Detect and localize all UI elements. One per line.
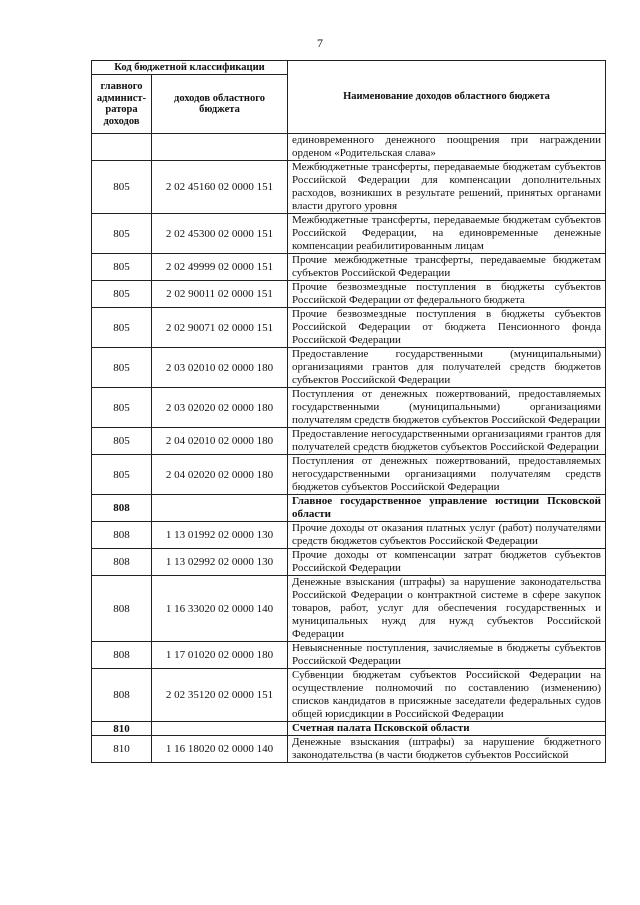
admin-code-cell: 805 [92,428,152,455]
header-revenue-code-cell: доходов областного бюджета [152,75,288,134]
description-cell: Прочие доходы от компенсации затрат бюджетов субъектов Российской Федерации [288,549,606,576]
admin-code-cell: 808 [92,549,152,576]
description-cell: Прочие безвозмездные поступления в бюджеты субъектов Российской Федерации от федерального бюджета [288,281,606,308]
description-cell: Предоставление государственными (муниципальными) организациями грантов для получателей средств бюджетов субъектов Российской Федерации [288,348,606,388]
description-cell: Главное государственное управление юстиции Псковской области [288,495,606,522]
header-name-cell: Наименование доходов областного бюджета [288,61,606,134]
table-row [92,214,606,254]
table-row [92,348,606,388]
header-row-group [92,61,606,75]
admin-code-cell: 805 [92,281,152,308]
revenue-code-cell [152,134,288,161]
revenue-code-cell: 2 02 45300 02 0000 151 [152,214,288,254]
table-row [92,455,606,495]
revenue-code-cell: 1 16 18020 02 0000 140 [152,736,288,763]
revenue-code-cell: 2 02 90071 02 0000 151 [152,308,288,348]
admin-code-cell: 808 [92,576,152,642]
admin-code-cell: 805 [92,348,152,388]
admin-code-cell [92,134,152,161]
description-cell: Поступления от денежных пожертвований, предоставляемых государственными (муниципальными) организациями получателям средств бюджетов субъектов Российской Федерации [288,388,606,428]
revenue-code-cell: 1 13 02992 02 0000 130 [152,549,288,576]
admin-code-cell: 805 [92,214,152,254]
description-cell: Межбюджетные трансферты, передаваемые бюджетам субъектов Российской Федерации для компенсации дополнительных расходов, возникших в результате решений, принятых органами власти другого уровня [288,161,606,214]
table-row [92,522,606,549]
revenue-code-cell: 2 02 49999 02 0000 151 [152,254,288,281]
table-body [92,134,606,763]
revenue-table [91,60,606,763]
revenue-code-cell: 1 16 33020 02 0000 140 [152,576,288,642]
admin-code-cell: 805 [92,455,152,495]
revenue-code-cell: 2 02 45160 02 0000 151 [152,161,288,214]
header-group-cell: Код бюджетной классификации [92,61,288,75]
revenue-code-cell [152,722,288,736]
table-row [92,308,606,348]
admin-code-cell: 805 [92,388,152,428]
admin-code-cell: 808 [92,642,152,669]
revenue-code-cell: 2 03 02010 02 0000 180 [152,348,288,388]
revenue-code-cell [152,495,288,522]
table-row [92,388,606,428]
description-cell: Субвенции бюджетам субъектов Российской Федерации на осуществление полномочий по составлению (изменению) списков кандидатов в присяжные заседатели федеральных судов общей юрисдикции в Российской Федерации [288,669,606,722]
revenue-code-cell: 1 13 01992 02 0000 130 [152,522,288,549]
table-row [92,281,606,308]
revenue-code-cell: 2 02 35120 02 0000 151 [152,669,288,722]
description-cell: Предоставление негосударственными организациями грантов для получателей средств бюджетов субъектов Российской Федерации [288,428,606,455]
table-row [92,495,606,522]
table-row [92,669,606,722]
description-cell: Денежные взыскания (штрафы) за нарушение бюджетного законодательства (в части бюджетов субъектов Российской [288,736,606,763]
description-cell: Прочие безвозмездные поступления в бюджеты субъектов Российской Федерации от бюджета Пенсионного фонда Российской Федерации [288,308,606,348]
description-cell: Счетная палата Псковской области [288,722,606,736]
table-row [92,134,606,161]
revenue-code-cell: 2 04 02010 02 0000 180 [152,428,288,455]
admin-code-cell: 808 [92,495,152,522]
table-row [92,722,606,736]
revenue-code-cell: 1 17 01020 02 0000 180 [152,642,288,669]
description-cell: Невыясненные поступления, зачисляемые в бюджеты субъектов Российской Федерации [288,642,606,669]
revenue-code-cell: 2 04 02020 02 0000 180 [152,455,288,495]
table-row [92,549,606,576]
admin-code-cell: 808 [92,522,152,549]
description-cell: Прочие доходы от оказания платных услуг (работ) получателями средств бюджетов субъектов Российской Федерации [288,522,606,549]
table-row [92,254,606,281]
revenue-code-cell: 2 02 90011 02 0000 151 [152,281,288,308]
admin-code-cell: 810 [92,736,152,763]
page-number: 7 [317,36,323,50]
table-row [92,642,606,669]
table-row [92,736,606,763]
description-cell: Денежные взыскания (штрафы) за нарушение законодательства Российской Федерации о контрактной системе в сфере закупок товаров, работ, услуг для обеспечения государственных и муниципальных нужд для нужд субъектов Российской Федерации [288,576,606,642]
admin-code-cell: 805 [92,308,152,348]
description-cell: единовременного денежного поощрения при награждении орденом «Родительская слава» [288,134,606,161]
admin-code-cell: 808 [92,669,152,722]
admin-code-cell: 810 [92,722,152,736]
header-admin-cell: главного админист-ратора доходов [92,75,152,134]
admin-code-cell: 805 [92,254,152,281]
revenue-code-cell: 2 03 02020 02 0000 180 [152,388,288,428]
description-cell: Прочие межбюджетные трансферты, передаваемые бюджетам субъектов Российской Федерации [288,254,606,281]
description-cell: Поступления от денежных пожертвований, предоставляемых негосударственными организациями получателям средств бюджетов субъектов Российской Федерации [288,455,606,495]
table-row [92,161,606,214]
table-row [92,576,606,642]
description-cell: Межбюджетные трансферты, передаваемые бюджетам субъектов Российской Федерации, на единовременные денежные компенсации реабилитированным лицам [288,214,606,254]
table-row [92,428,606,455]
admin-code-cell: 805 [92,161,152,214]
